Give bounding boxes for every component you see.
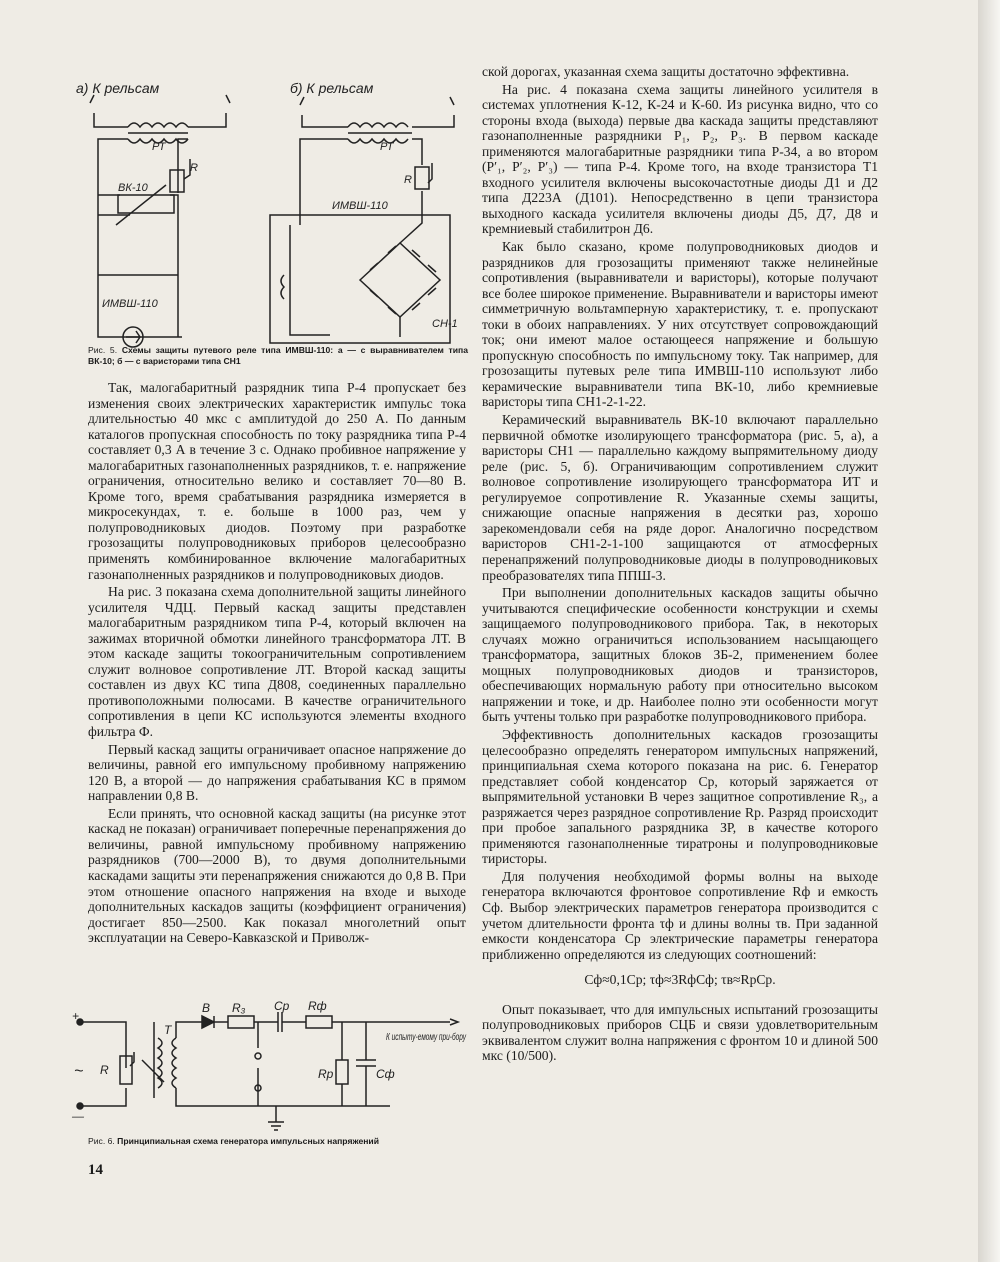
figure-6-ac-label: ~ bbox=[74, 1063, 84, 1080]
figure-5a-vk-label: ВК-10 bbox=[118, 182, 148, 194]
figure-5a-rt-label: РТ bbox=[152, 141, 166, 153]
figure-5a-label: а) К рельсам bbox=[76, 80, 160, 96]
figure-6-generator-schematic bbox=[70, 998, 509, 1136]
figure-6-minus-label: — bbox=[72, 1109, 84, 1123]
right-paragraph: При выполнении дополнительных каскадов защиты обычно учитываются специфические особенности конструкции и схемы защищаемого полупроводникового прибора. Так, в некоторых случаях можно ограничиться использованием насыщающего трансформатора, защитных блоков ЗБ-2, применением более мощных полупроводниковых диодов и транзисторов, обеспечивающих нормальную работу при относительно высоком напряжении и токе, и др. Наиболее полно эти особенности могут быть учтены только при разработке полупроводникового прибора. bbox=[482, 585, 878, 725]
right-paragraph: Для получения необходимой формы волны на выходе генератора включаются фронтовое сопротивление Rф и емкость Сф. Выбор электрических параметров генератора производится с учетом длительности фронта τф и длины волны τв. При заданной емкости конденсатора Ср электрические параметры генератора приближенно определяются из следующих соотношений: bbox=[482, 868, 878, 962]
left-paragraph: Если принять, что основной каскад защиты (на рисунке этот каскад не показан) ограничивает поперечные перенапряжения до величины, равной импульсному пробивному напряжению разрядников (700—2000 В), то двумя дополнительными каскадами защиты эти перенапряжения снижаются до 0,8 В. При этом отношение опасного напряжения на входе и выходе дополнительных каскадов защиты (коэффициент ограничения) достигает 850—2500. Как показал многолетний опыт эксплуатации на Северо-Кавказской и Приволж- bbox=[88, 805, 466, 946]
figure-5b-sn-label: СН-1 bbox=[432, 318, 458, 330]
figure-5-caption-text: Схемы защиты путевого реле типа ИМВШ-110: а — с выравнивателем типа ВК-10; б — с варисторами типа СН1 bbox=[88, 345, 469, 366]
figure-6-rp-label: Rр bbox=[318, 1067, 334, 1081]
figure-6-b-label: В bbox=[202, 1001, 211, 1015]
figure-5-caption bbox=[88, 345, 468, 367]
right-paragraph: Как было сказано, кроме полупроводниковых диодов и разрядников для грозозащиты применяют также нелинейные сопротивления (выравниватели и варисторы), которые получают все более широкое применение. Выравниватели и варисторы имеют симметричную вольтамперную характеристику, т. е. пропускают токи в обоих направлениях. У них отсутствует сопровождающий ток; они имеют малое остающееся напряжение и большую пропускную способность по импульсному току. Так например, для грозозащиты путевых реле типа ИМВШ-110 используют либо керамические выравниватели типа ВК-10, либо кремниевые варисторы типа СН1-2-1-22. bbox=[482, 239, 878, 410]
figure-5-circuit-diagrams bbox=[70, 75, 470, 345]
left-paragraph: Первый каскад защиты ограничивает опасное напряжение до величины, равной его импульсному пробивному напряжению 120 В, а второй — до напряжения срабатывания КС в прямом направлении 0,8 В. bbox=[88, 741, 466, 804]
right-paragraph: Эффективность дополнительных каскадов грозозащиты целесообразно определять генератором импульсных напряжений, принципиальная схема которого показана на рис. 6. Генератор представляет собой конденсатор Ср, который заряжается от выпрямительной установки В через защитное сопротивление R₃, а разряжается через разрядное сопротивление Rр. Разряд происходит при пробое запального разрядника ЗР, в качестве которого применяются газонаполненные тиратроны и полупроводниковые тиристоры. bbox=[482, 726, 878, 867]
figure-6-caption bbox=[88, 1136, 466, 1147]
figure-6-t-label: Т bbox=[164, 1023, 172, 1037]
right-paragraph: Керамический выравниватель ВК-10 включают параллельно первичной обмотке изолирующего трансформатора (рис. 5, а), а варисторы СН1 — параллельно каждому выпрямительному диоду реле (рис. 5, б). Ограничивающим сопротивлением служит волновое сопротивление изолирующего трансформатора ИТ и регулируемое сопротивление R. Указанные схемы защиты, снижающие опасные напряжения в десятки раз, хорошо зарекомендовали себя на ряде дорог. Аналогично посредством варисторов СН1-2-1-100 защищаются от атмосферных перенапряжений полупроводниковые диоды в полупроводниковых преобразователях типа ППШ-3. bbox=[482, 412, 878, 583]
right-paragraph: ской дорогах, указанная схема защиты достаточно эффективна. bbox=[482, 64, 850, 79]
figure-6-circuit bbox=[71, 999, 509, 1130]
figure-5-caption-lead: Рис. 5. bbox=[88, 345, 118, 355]
right-text-column bbox=[482, 64, 878, 1064]
figure-6-caption-text: Принципиальная схема генератора импульсных напряжений bbox=[117, 1136, 379, 1146]
figure-5b-r-label: R bbox=[404, 174, 412, 186]
figure-5a-r-label: R bbox=[190, 162, 198, 174]
figure-6-r3-label: R₃ bbox=[232, 1001, 246, 1015]
right-paragraph: Опыт показывает, что для импульсных испытаний грозозащиты полупроводниковых приборов СЦБ и связи удовлетворительным эквивалентом служит волна напряжения с фронтом 10 и длиной 500 мкс (10/500). bbox=[482, 1001, 878, 1064]
left-paragraph: На рис. 3 показана схема дополнительной защиты линейного усилителя ЧДЦ. Первый каскад защиты представлен малогабаритным разрядником типа Р-4, который включен на зажимах вторичной обмотки линейного трансформатора ЛТ. В этом каскаде защиты токоограничительным сопротивлением служит волновое сопротивление ЛТ. Второй каскад защиты составлен из двух КС типа Д808, соединенных параллельно противоположными полюсами. В качестве ограничительного сопротивления в цепи КС используются элементы входного фильтра Ф. bbox=[88, 584, 466, 740]
figure-5b-label: б) К рельсам bbox=[290, 80, 374, 96]
figure-5a-imvsh-label: ИМВШ-110 bbox=[102, 298, 158, 310]
figure-6-plus-label: + bbox=[72, 1009, 80, 1023]
scan-edge-shadow bbox=[978, 0, 1000, 1262]
formula-line: Сф≈0,1Ср; τф≈3RфСф; τв≈RрСр. bbox=[584, 972, 776, 988]
right-paragraph: На рис. 4 показана схема защиты линейного усилителя в системах уплотнения К-12, К-24 и К-60. Из рисунка видно, что со стороны входа (выхода) первые два каскада защиты представляют газонаполненные разрядники Р₁, Р₂, Р₃. В первом каскаде применяются малогабаритные разрядники типа Р-34, а во втором (Р′₁, Р′₂, Р′₃) — типа Р-4. Кроме того, на входе транзистора Т1 входного усилителя включены высокочастотные диоды Д1 и Д2 типа Д223А (Д101). Непосредственно в цепи транзистора выходного каскада усилителя включены диоды Д5, Д7, Д8 и кремниевый стабилитрон Д6. bbox=[482, 81, 878, 237]
figure-6-output-label: К испыту-емому при-бору bbox=[386, 1032, 509, 1043]
figure-6-r-label: R bbox=[100, 1063, 109, 1077]
figure-5a-circuit bbox=[90, 95, 230, 347]
figure-6-cp-label: Cр bbox=[274, 999, 290, 1013]
figure-6-rf-label: Rф bbox=[308, 999, 327, 1013]
page-number: 14 bbox=[88, 1162, 103, 1178]
figure-5b-rt-label: РТ bbox=[380, 141, 394, 153]
figure-6-caption-lead: Рис. 6. bbox=[88, 1136, 115, 1146]
figure-5b-imvsh-label: ИМВШ-110 bbox=[332, 200, 388, 212]
figure-5b-circuit bbox=[270, 97, 458, 343]
left-text-column bbox=[88, 380, 466, 946]
figure-6-cf-label: Cф bbox=[376, 1067, 395, 1081]
left-paragraph: Так, малогабаритный разрядник типа Р-4 пропускает без изменения своих электрических характеристик импульс тока длительностью 40 мкс с амплитудой до 250 А. По данным каталогов пропускная способность по току разрядника типа Р-4 составляет 0,3 А в течение 3 с. Однако пробивное напряжение у малогабаритных газонаполненных разрядников, т. е. напряжение ограничения, относительно велико и составляет 70—80 В. Кроме того, время срабатывания разрядника измеряется в микросекундах, т. е. больше в 1000 раз, чем у полупроводниковых диодов. Поэтому при разработке грозозащиты полупроводниковых приборов целесообразно применять комбинированное включение малогабаритных газонаполненных разрядников и полупроводниковых диодов. bbox=[88, 380, 466, 582]
